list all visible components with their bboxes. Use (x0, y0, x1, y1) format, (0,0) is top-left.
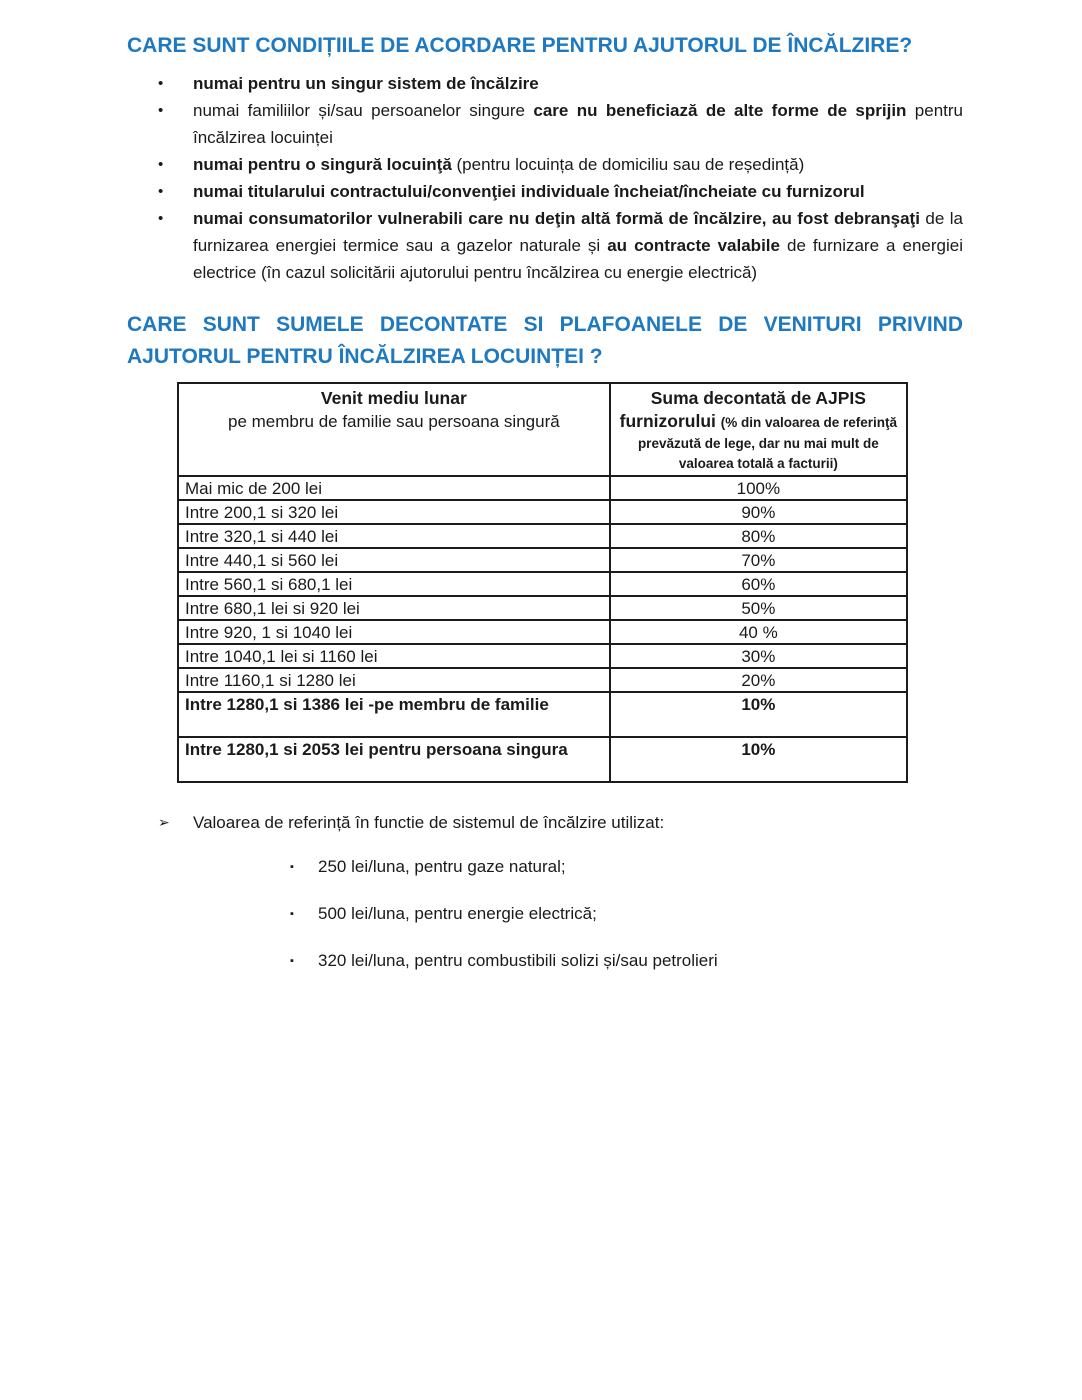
table-row (178, 572, 907, 596)
header-percent-column (610, 383, 907, 476)
header-income-column (178, 383, 610, 476)
reference-item-text: 500 lei/luna, pentru energie electrică; (318, 904, 597, 923)
income-range: Intre 200,1 si 320 lei (178, 500, 610, 524)
table-row (178, 737, 907, 782)
arrow-bullet-icon: ➢ (158, 814, 170, 830)
column-title: Suma decontată de AJPIS furnizorului (619, 388, 866, 431)
income-range: Intre 1280,1 si 2053 lei pentru persoana singura (178, 737, 610, 782)
percent-value: 60% (610, 572, 907, 596)
table-row (178, 524, 907, 548)
income-range: Intre 1040,1 lei si 1160 lei (178, 644, 610, 668)
list-item (127, 205, 963, 286)
list-item (127, 97, 963, 151)
percent-value: 20% (610, 668, 907, 692)
bullet-text: numai pentru o singură locuinţă (pentru locuința de domiciliu sau de reședință) (193, 155, 805, 174)
square-bullet-icon: ▪ (290, 955, 294, 967)
list-item (290, 951, 1082, 971)
income-range: Mai mic de 200 lei (178, 476, 610, 500)
percent-value: 100% (610, 476, 907, 500)
reference-values-list (0, 857, 1082, 971)
income-range: Intre 1280,1 si 1386 lei -pe membru de familie (178, 692, 610, 737)
table-row (178, 644, 907, 668)
percent-value: 40 % (610, 620, 907, 644)
square-bullet-icon: ▪ (290, 861, 294, 873)
income-range: Intre 320,1 si 440 lei (178, 524, 610, 548)
income-range: Intre 560,1 si 680,1 lei (178, 572, 610, 596)
list-item (290, 904, 1082, 924)
bullet-text: numai pentru un singur sistem de încălzire (193, 74, 539, 93)
conditions-list (0, 70, 1082, 286)
column-title: Venit mediu lunar (320, 388, 467, 408)
reference-intro-text: Valoarea de referință în functie de sistemul de încălzire utilizat: (193, 813, 665, 832)
round-bullet-icon: • (158, 156, 164, 173)
bullet-text: numai familiilor și/sau persoanelor singure care nu beneficiază de alte forme de sprijin pentru încălzirea locuinței (193, 101, 964, 147)
heading-sums: CARE SUNT SUMELE DECONTATE SI PLAFOANELE DE VENITURI PRIVIND AJUTORUL PENTRU ÎNCĂLZIREA LOCUINȚEI ? (127, 313, 963, 368)
bullet-text: numai consumatorilor vulnerabili care nu deţin altă formă de încălzire, au fost debranşaţi de la furnizarea energiei termice sau a gazelor naturale și au contracte valabile de furnizare a energiei electrice (în cazul solicitării ajutorului pentru încălzirea cu energie electrică) (193, 209, 964, 282)
percent-value: 90% (610, 500, 907, 524)
round-bullet-icon: • (158, 102, 164, 119)
list-item (290, 857, 1082, 877)
column-note: (% din valoarea de referinţă prevăzută de lege, dar nu mai mult de valoarea totală a facturii) (637, 415, 898, 471)
percent-value: 50% (610, 596, 907, 620)
reference-item-text: 250 lei/luna, pentru gaze natural; (318, 857, 566, 876)
round-bullet-icon: • (158, 183, 164, 200)
round-bullet-icon: • (158, 75, 164, 92)
list-item (127, 178, 963, 205)
table-row (178, 500, 907, 524)
percent-value: 70% (610, 548, 907, 572)
table-row (178, 668, 907, 692)
income-range: Intre 920, 1 si 1040 lei (178, 620, 610, 644)
percent-value: 10% (610, 692, 907, 737)
list-item (127, 151, 963, 178)
income-range: Intre 440,1 si 560 lei (178, 548, 610, 572)
column-subtitle: pe membru de familie sau persoana singură (228, 412, 560, 431)
bullet-text: numai titularului contractului/convenţiei individuale încheiat/încheiate cu furnizorul (193, 182, 865, 201)
table-row (178, 476, 907, 500)
percent-value: 80% (610, 524, 907, 548)
list-item (127, 70, 963, 97)
table-row (178, 620, 907, 644)
income-ceilings-table (177, 382, 908, 783)
square-bullet-icon: ▪ (290, 908, 294, 920)
percent-value: 30% (610, 644, 907, 668)
table-row (178, 596, 907, 620)
income-range: Intre 680,1 lei si 920 lei (178, 596, 610, 620)
percent-value: 10% (610, 737, 907, 782)
reference-item-text: 320 lei/luna, pentru combustibili solizi și/sau petrolieri (318, 951, 718, 970)
table-header-row (178, 383, 907, 476)
reference-value-line (127, 809, 963, 836)
round-bullet-icon: • (158, 210, 164, 227)
income-range: Intre 1160,1 si 1280 lei (178, 668, 610, 692)
heading-conditions: CARE SUNT CONDIȚIILE DE ACORDARE PENTRU AJUTORUL DE ÎNCĂLZIRE? (127, 34, 913, 57)
table-row (178, 692, 907, 737)
table-row (178, 548, 907, 572)
